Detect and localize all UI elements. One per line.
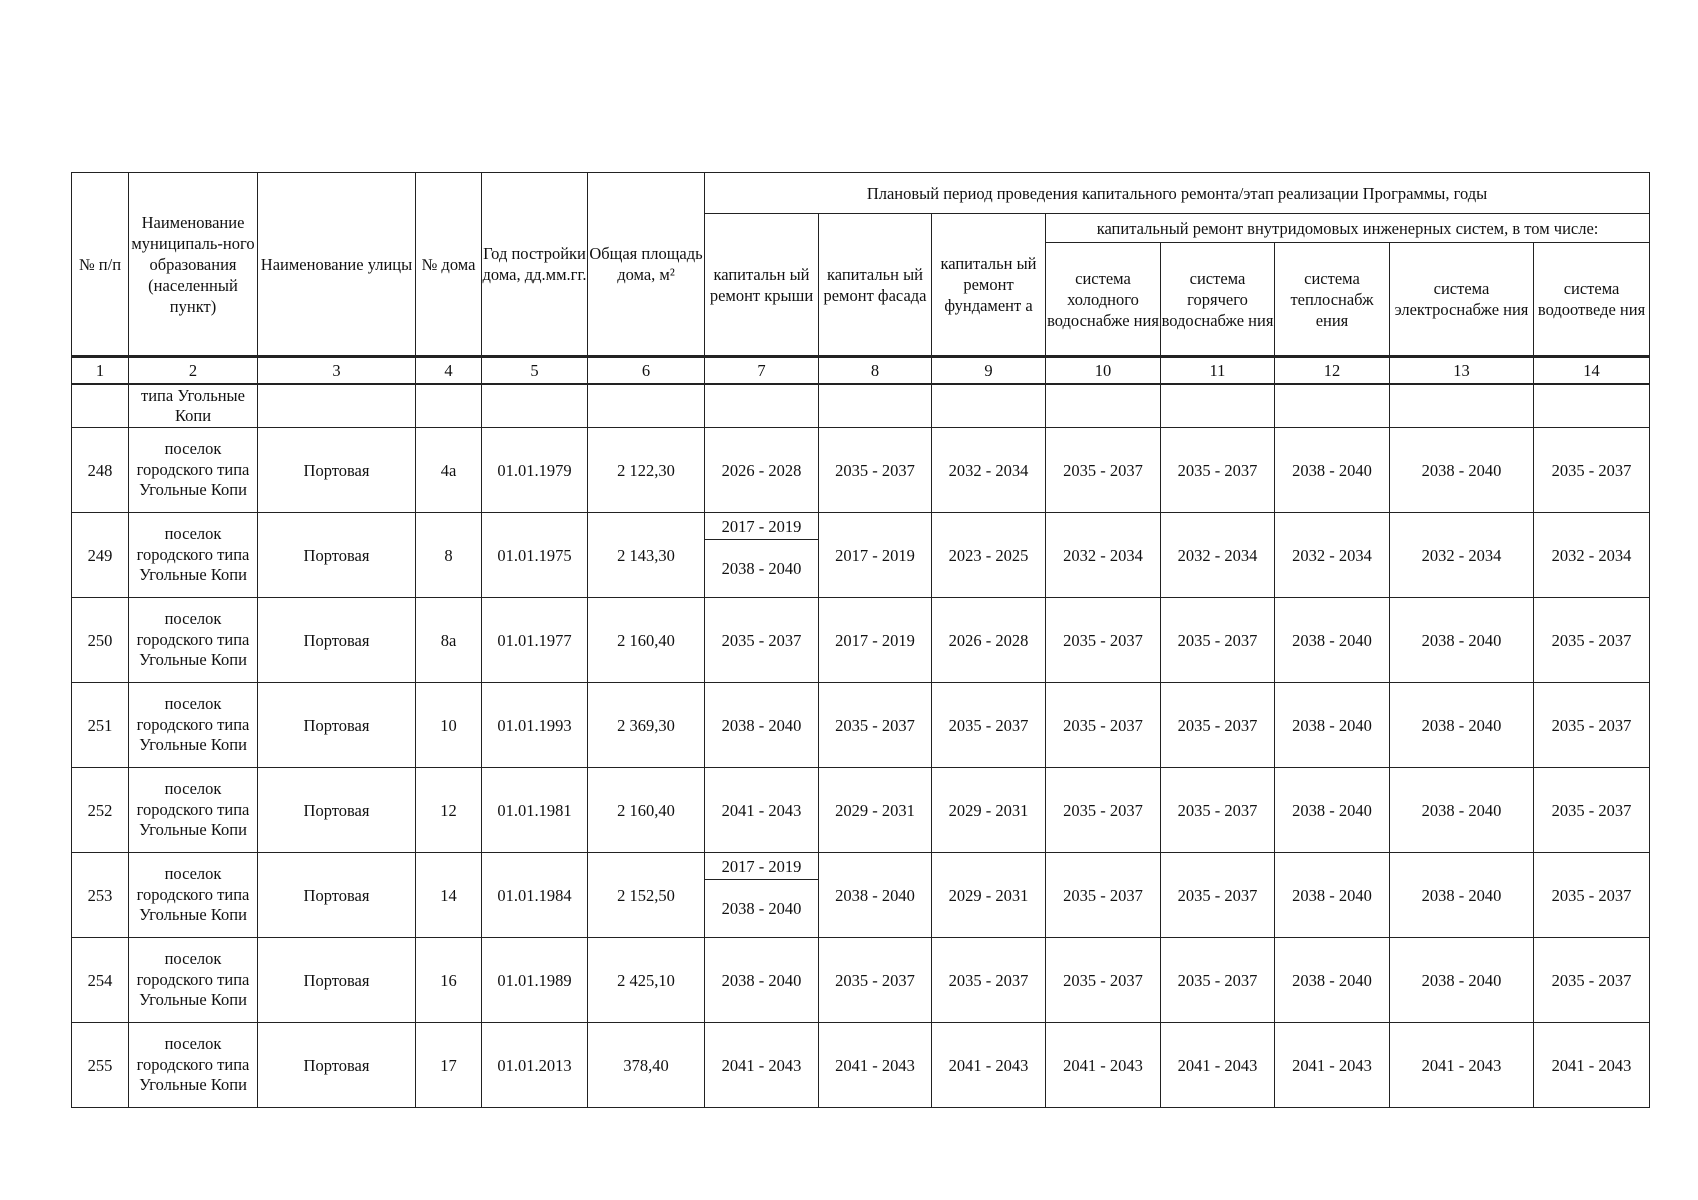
foundation-repair-cell: 2023 - 2025 bbox=[932, 513, 1046, 598]
row-number: 248 bbox=[72, 428, 129, 513]
hot-water-cell: 2035 - 2037 bbox=[1161, 598, 1275, 683]
column-number: 14 bbox=[1534, 357, 1650, 385]
house-number-cell: 8 bbox=[416, 513, 482, 598]
electric-cell: 2041 - 2043 bbox=[1390, 1023, 1534, 1108]
foundation-repair-cell: 2041 - 2043 bbox=[932, 1023, 1046, 1108]
roof-period-1: 2017 - 2019 bbox=[705, 513, 818, 540]
header-year: Год постройки дома, дд.мм.гг. bbox=[482, 173, 588, 357]
cell-empty bbox=[258, 384, 416, 428]
row-number: 253 bbox=[72, 853, 129, 938]
electric-cell: 2038 - 2040 bbox=[1390, 938, 1534, 1023]
electric-cell: 2038 - 2040 bbox=[1390, 428, 1534, 513]
house-number-cell: 8а bbox=[416, 598, 482, 683]
header-roof: капитальн ый ремонт крыши bbox=[705, 214, 819, 357]
cold-water-cell: 2035 - 2037 bbox=[1046, 428, 1161, 513]
foundation-repair-cell: 2035 - 2037 bbox=[932, 938, 1046, 1023]
cold-water-cell: 2035 - 2037 bbox=[1046, 598, 1161, 683]
house-number-cell: 10 bbox=[416, 683, 482, 768]
column-number: 8 bbox=[819, 357, 932, 385]
roof-repair-cell bbox=[705, 513, 819, 598]
facade-repair-cell: 2035 - 2037 bbox=[819, 683, 932, 768]
house-number-cell: 4а bbox=[416, 428, 482, 513]
roof-repair-cell: 2035 - 2037 bbox=[705, 598, 819, 683]
column-number: 10 bbox=[1046, 357, 1161, 385]
hot-water-cell: 2035 - 2037 bbox=[1161, 853, 1275, 938]
cell-empty bbox=[819, 384, 932, 428]
drainage-cell: 2041 - 2043 bbox=[1534, 1023, 1650, 1108]
header-street: Наименование улицы bbox=[258, 173, 416, 357]
house-number-cell: 16 bbox=[416, 938, 482, 1023]
hot-water-cell: 2035 - 2037 bbox=[1161, 683, 1275, 768]
row-number: 255 bbox=[72, 1023, 129, 1108]
cold-water-cell: 2041 - 2043 bbox=[1046, 1023, 1161, 1108]
area-cell: 2 160,40 bbox=[588, 768, 705, 853]
facade-repair-cell: 2041 - 2043 bbox=[819, 1023, 932, 1108]
column-number: 11 bbox=[1161, 357, 1275, 385]
street-cell: Портовая bbox=[258, 428, 416, 513]
hot-water-cell: 2032 - 2034 bbox=[1161, 513, 1275, 598]
header-municipality: Наименование муниципаль-ного образования (населенный пункт) bbox=[129, 173, 258, 357]
heating-cell: 2038 - 2040 bbox=[1275, 853, 1390, 938]
header-heating: система теплоснабж ения bbox=[1275, 243, 1390, 357]
municipality-cell: поселок городского типа Угольные Копи bbox=[129, 598, 258, 683]
cold-water-cell: 2035 - 2037 bbox=[1046, 768, 1161, 853]
column-number: 13 bbox=[1390, 357, 1534, 385]
roof-repair-cell: 2041 - 2043 bbox=[705, 768, 819, 853]
row-number: 252 bbox=[72, 768, 129, 853]
header-hot-water: система горячего водоснабже ния bbox=[1161, 243, 1275, 357]
cold-water-cell: 2035 - 2037 bbox=[1046, 683, 1161, 768]
area-cell: 2 160,40 bbox=[588, 598, 705, 683]
header-no: № п/п bbox=[72, 173, 129, 357]
row-number: 251 bbox=[72, 683, 129, 768]
heating-cell: 2038 - 2040 bbox=[1275, 428, 1390, 513]
cell-empty bbox=[72, 384, 129, 428]
heating-cell: 2038 - 2040 bbox=[1275, 768, 1390, 853]
header-planned-period: Плановый период проведения капитального ремонта/этап реализации Программы, годы bbox=[705, 173, 1650, 214]
street-cell: Портовая bbox=[258, 1023, 416, 1108]
facade-repair-cell: 2017 - 2019 bbox=[819, 513, 932, 598]
roof-period-1: 2017 - 2019 bbox=[705, 853, 818, 880]
electric-cell: 2038 - 2040 bbox=[1390, 598, 1534, 683]
house-number-cell: 14 bbox=[416, 853, 482, 938]
continuation-row bbox=[72, 384, 1650, 428]
hot-water-cell: 2041 - 2043 bbox=[1161, 1023, 1275, 1108]
cell-empty bbox=[1390, 384, 1534, 428]
drainage-cell: 2035 - 2037 bbox=[1534, 428, 1650, 513]
roof-repair-cell: 2038 - 2040 bbox=[705, 938, 819, 1023]
heating-cell: 2038 - 2040 bbox=[1275, 598, 1390, 683]
area-cell: 2 152,50 bbox=[588, 853, 705, 938]
drainage-cell: 2035 - 2037 bbox=[1534, 853, 1650, 938]
table-row bbox=[72, 768, 1650, 853]
street-cell: Портовая bbox=[258, 938, 416, 1023]
foundation-repair-cell: 2035 - 2037 bbox=[932, 683, 1046, 768]
column-number: 2 bbox=[129, 357, 258, 385]
build-date-cell: 01.01.1977 bbox=[482, 598, 588, 683]
electric-cell: 2038 - 2040 bbox=[1390, 853, 1534, 938]
cell-empty bbox=[1046, 384, 1161, 428]
drainage-cell: 2035 - 2037 bbox=[1534, 768, 1650, 853]
area-cell: 378,40 bbox=[588, 1023, 705, 1108]
header-drainage: система водоотведе ния bbox=[1534, 243, 1650, 357]
roof-repair-cell: 2026 - 2028 bbox=[705, 428, 819, 513]
row-number: 249 bbox=[72, 513, 129, 598]
cold-water-cell: 2032 - 2034 bbox=[1046, 513, 1161, 598]
header-area: Общая площадь дома, м² bbox=[588, 173, 705, 357]
street-cell: Портовая bbox=[258, 513, 416, 598]
hot-water-cell: 2035 - 2037 bbox=[1161, 428, 1275, 513]
municipality-cell: поселок городского типа Угольные Копи bbox=[129, 768, 258, 853]
street-cell: Портовая bbox=[258, 683, 416, 768]
roof-period-2: 2038 - 2040 bbox=[721, 559, 802, 578]
header-electric: система электроснабже ния bbox=[1390, 243, 1534, 357]
area-cell: 2 143,30 bbox=[588, 513, 705, 598]
build-date-cell: 01.01.1979 bbox=[482, 428, 588, 513]
facade-repair-cell: 2029 - 2031 bbox=[819, 768, 932, 853]
street-cell: Портовая bbox=[258, 768, 416, 853]
table-row bbox=[72, 683, 1650, 768]
header-facade: капитальн ый ремонт фасада bbox=[819, 214, 932, 357]
area-cell: 2 369,30 bbox=[588, 683, 705, 768]
build-date-cell: 01.01.1984 bbox=[482, 853, 588, 938]
column-number: 12 bbox=[1275, 357, 1390, 385]
facade-repair-cell: 2035 - 2037 bbox=[819, 938, 932, 1023]
drainage-cell: 2035 - 2037 bbox=[1534, 598, 1650, 683]
electric-cell: 2038 - 2040 bbox=[1390, 683, 1534, 768]
build-date-cell: 01.01.1989 bbox=[482, 938, 588, 1023]
column-number: 1 bbox=[72, 357, 129, 385]
cell-empty bbox=[1161, 384, 1275, 428]
foundation-repair-cell: 2029 - 2031 bbox=[932, 768, 1046, 853]
build-date-cell: 01.01.1981 bbox=[482, 768, 588, 853]
table-header bbox=[72, 173, 1650, 357]
area-cell: 2 122,30 bbox=[588, 428, 705, 513]
electric-cell: 2032 - 2034 bbox=[1390, 513, 1534, 598]
header-foundation: капитальн ый ремонт фундамент а bbox=[932, 214, 1046, 357]
cell-empty bbox=[932, 384, 1046, 428]
table-row bbox=[72, 598, 1650, 683]
table-body bbox=[72, 357, 1650, 1108]
table-row bbox=[72, 513, 1650, 598]
column-number: 5 bbox=[482, 357, 588, 385]
cell-empty bbox=[588, 384, 705, 428]
column-number: 3 bbox=[258, 357, 416, 385]
row-number: 250 bbox=[72, 598, 129, 683]
header-house: № дома bbox=[416, 173, 482, 357]
municipality-cell: поселок городского типа Угольные Копи bbox=[129, 938, 258, 1023]
hot-water-cell: 2035 - 2037 bbox=[1161, 768, 1275, 853]
facade-repair-cell: 2038 - 2040 bbox=[819, 853, 932, 938]
drainage-cell: 2032 - 2034 bbox=[1534, 513, 1650, 598]
column-number-row bbox=[72, 357, 1650, 385]
drainage-cell: 2035 - 2037 bbox=[1534, 683, 1650, 768]
town-continuation: типа Угольные Копи bbox=[129, 384, 258, 428]
municipality-cell: поселок городского типа Угольные Копи bbox=[129, 428, 258, 513]
column-number: 4 bbox=[416, 357, 482, 385]
table-row bbox=[72, 428, 1650, 513]
house-number-cell: 17 bbox=[416, 1023, 482, 1108]
cell-empty bbox=[482, 384, 588, 428]
column-number: 6 bbox=[588, 357, 705, 385]
street-cell: Портовая bbox=[258, 598, 416, 683]
municipality-cell: поселок городского типа Угольные Копи bbox=[129, 683, 258, 768]
street-cell: Портовая bbox=[258, 853, 416, 938]
heating-cell: 2032 - 2034 bbox=[1275, 513, 1390, 598]
build-date-cell: 01.01.2013 bbox=[482, 1023, 588, 1108]
municipality-cell: поселок городского типа Угольные Копи bbox=[129, 513, 258, 598]
header-cold-water: система холодного водоснабже ния bbox=[1046, 243, 1161, 357]
foundation-repair-cell: 2026 - 2028 bbox=[932, 598, 1046, 683]
cell-empty bbox=[705, 384, 819, 428]
row-number: 254 bbox=[72, 938, 129, 1023]
build-date-cell: 01.01.1975 bbox=[482, 513, 588, 598]
header-engineering: капитальный ремонт внутридомовых инженерных систем, в том числе: bbox=[1046, 214, 1650, 243]
table-row bbox=[72, 938, 1650, 1023]
table-row bbox=[72, 853, 1650, 938]
roof-repair-cell: 2041 - 2043 bbox=[705, 1023, 819, 1108]
roof-period-2: 2038 - 2040 bbox=[721, 899, 802, 918]
cell-empty bbox=[1534, 384, 1650, 428]
hot-water-cell: 2035 - 2037 bbox=[1161, 938, 1275, 1023]
heating-cell: 2041 - 2043 bbox=[1275, 1023, 1390, 1108]
cell-empty bbox=[1275, 384, 1390, 428]
drainage-cell: 2035 - 2037 bbox=[1534, 938, 1650, 1023]
foundation-repair-cell: 2029 - 2031 bbox=[932, 853, 1046, 938]
build-date-cell: 01.01.1993 bbox=[482, 683, 588, 768]
municipality-cell: поселок городского типа Угольные Копи bbox=[129, 1023, 258, 1108]
roof-repair-cell: 2038 - 2040 bbox=[705, 683, 819, 768]
cold-water-cell: 2035 - 2037 bbox=[1046, 938, 1161, 1023]
heating-cell: 2038 - 2040 bbox=[1275, 683, 1390, 768]
foundation-repair-cell: 2032 - 2034 bbox=[932, 428, 1046, 513]
house-number-cell: 12 bbox=[416, 768, 482, 853]
table-row bbox=[72, 1023, 1650, 1108]
cell-empty bbox=[416, 384, 482, 428]
roof-repair-cell bbox=[705, 853, 819, 938]
facade-repair-cell: 2017 - 2019 bbox=[819, 598, 932, 683]
facade-repair-cell: 2035 - 2037 bbox=[819, 428, 932, 513]
cold-water-cell: 2035 - 2037 bbox=[1046, 853, 1161, 938]
column-number: 9 bbox=[932, 357, 1046, 385]
area-cell: 2 425,10 bbox=[588, 938, 705, 1023]
column-number: 7 bbox=[705, 357, 819, 385]
repair-schedule-table bbox=[71, 172, 1650, 1108]
municipality-cell: поселок городского типа Угольные Копи bbox=[129, 853, 258, 938]
electric-cell: 2038 - 2040 bbox=[1390, 768, 1534, 853]
heating-cell: 2038 - 2040 bbox=[1275, 938, 1390, 1023]
